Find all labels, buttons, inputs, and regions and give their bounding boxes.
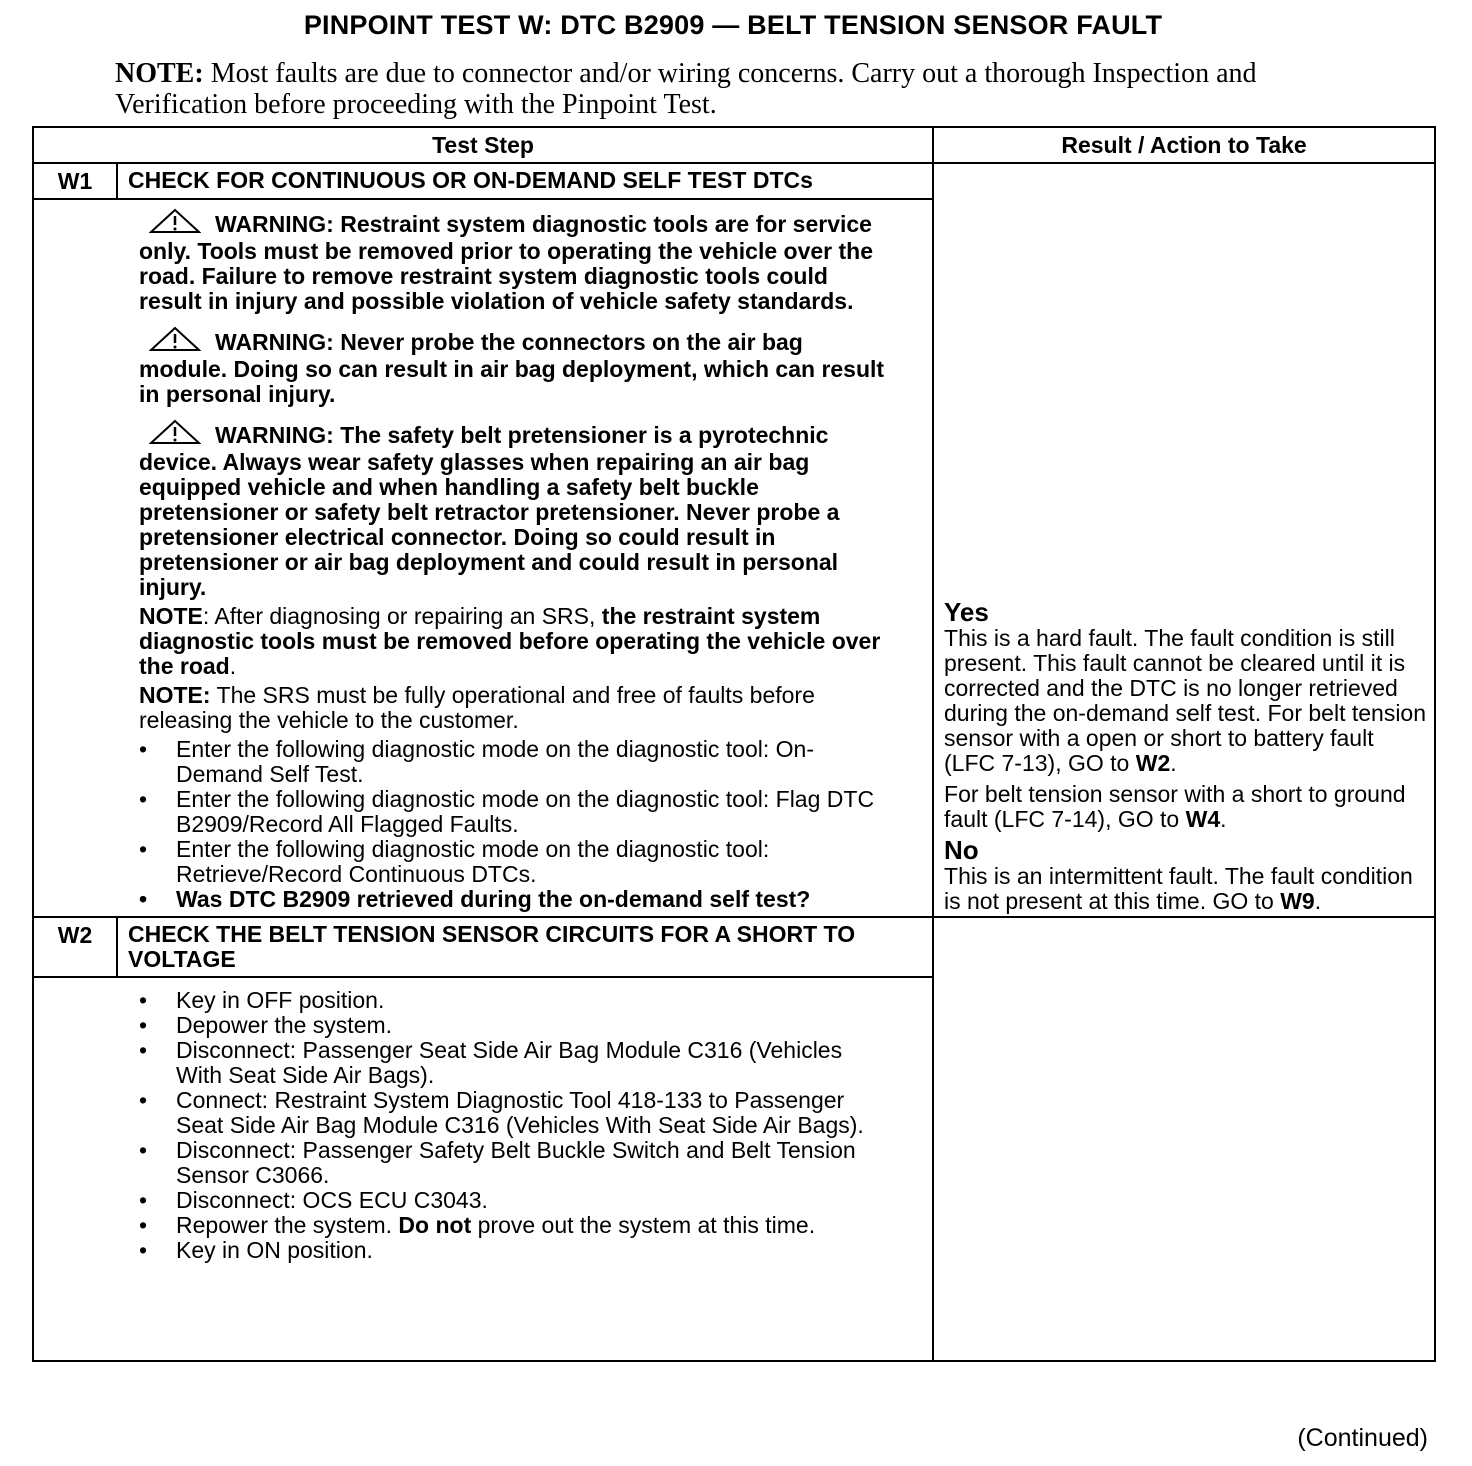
note-label: NOTE: [115,58,204,89]
step-heading-w1: CHECK FOR CONTINUOUS OR ON-DEMAND SELF TEST DTCs [117,163,933,199]
continued-label: (Continued) [1297,1424,1428,1452]
step-w2-bullets [139,988,892,1263]
step-body-w1 [33,199,933,917]
list-item: • Repower the system. Do not prove out the system at this time. [139,1213,892,1238]
step-w2-heading-row [33,917,1435,977]
step-w1-heading-row [33,163,1435,199]
list-item: • Disconnect: Passenger Safety Belt Buckle Switch and Belt Tension Sensor C3066. [139,1138,892,1188]
result-w2 [933,917,1435,1361]
warning-triangle-icon [149,326,201,357]
warning-triangle-icon [149,208,201,239]
list-item: • Enter the following diagnostic mode on the diagnostic tool: On-Demand Self Test. [139,737,892,787]
step-id-w2: W2 [33,917,117,977]
warning-1: WARNING: Restraint system diagnostic tools are for service only. Tools must be removed prior to operating the vehicle over the road. Failure to remove restraint system diagnostic tools could result in injury and possible violation of vehicle safety standards. [139,208,892,314]
col-header-result: Result / Action to Take [933,127,1435,163]
list-item: • Key in ON position. [139,1238,892,1263]
no-label: No [944,835,979,865]
yes-label: Yes [944,597,989,627]
yes-text-1: This is a hard fault. The fault condition is still present. This fault cannot be cleared until it is corrected and the DTC is no longer retrieved during the on-demand self test. For belt tension sensor with a open or short to battery fault (LFC 7-13), GO to W2. [944,625,1427,776]
list-item: • Depower the system. [139,1013,892,1038]
list-item: • Disconnect: OCS ECU C3043. [139,1188,892,1213]
list-item: • Enter the following diagnostic mode on the diagnostic tool: Retrieve/Record Continuous DTCs. [139,837,892,887]
step-w1-question: • Was DTC B2909 retrieved during the on-demand self test? [139,887,892,912]
warning-3: WARNING: The safety belt pretensioner is a pyrotechnic device. Always wear safety glasses when repairing an air bag equipped vehicle and when handling a safety belt buckle pretensioner or safety belt retractor pretensioner. Never probe a pretensioner electrical connector. Doing so could result in pretensioner or air bag deployment and could result in personal injury. [139,419,892,600]
list-item: • Disconnect: Passenger Seat Side Air Bag Module C316 (Vehicles With Seat Side Air Bags). [139,1038,892,1088]
warning-2: WARNING: Never probe the connectors on the air bag module. Doing so can result in air bag deployment, which can result in personal injury. [139,326,892,407]
warning-triangle-icon [149,419,201,450]
step-body-w2 [33,977,933,1361]
intro-note [115,58,1265,120]
yes-text-2: For belt tension sensor with a short to ground fault (LFC 7-14), GO to W4. [944,781,1406,832]
goto-w9-link[interactable]: W9 [1280,888,1315,914]
page-title: PINPOINT TEST W: DTC B2909 — BELT TENSION SENSOR FAULT [303,10,1163,40]
list-item: • Key in OFF position. [139,988,892,1013]
note-srs-tools: NOTE: After diagnosing or repairing an SRS, the restraint system diagnostic tools must be removed before operating the vehicle over the road. [139,603,881,679]
pinpoint-table [32,126,1436,1362]
result-w1 [933,163,1435,917]
note-text: Most faults are due to connector and/or wiring concerns. Carry out a thorough Inspection and Verification before proceeding with the Pinpoint Test. [115,58,1257,120]
step-w1-bullets [139,737,892,912]
list-item: • Connect: Restraint System Diagnostic Tool 418-133 to Passenger Seat Side Air Bag Module C316 (Vehicles With Seat Side Air Bags). [139,1088,892,1138]
goto-w4-link[interactable]: W4 [1185,806,1221,832]
step-id-w1: W1 [33,163,117,199]
no-text: This is an intermittent fault. The fault condition is not present at this time. GO to W9. [944,863,1413,914]
list-item: • Enter the following diagnostic mode on the diagnostic tool: Flag DTC B2909/Record All Flagged Faults. [139,787,892,837]
col-header-test-step: Test Step [33,127,933,163]
note-srs-operational: NOTE: The SRS must be fully operational and free of faults before releasing the vehicle to the customer. [139,682,815,733]
table-header-row [33,127,1435,163]
step-heading-w2: CHECK THE BELT TENSION SENSOR CIRCUITS FOR A SHORT TO VOLTAGE [117,917,933,977]
goto-w2-link[interactable]: W2 [1135,750,1171,776]
